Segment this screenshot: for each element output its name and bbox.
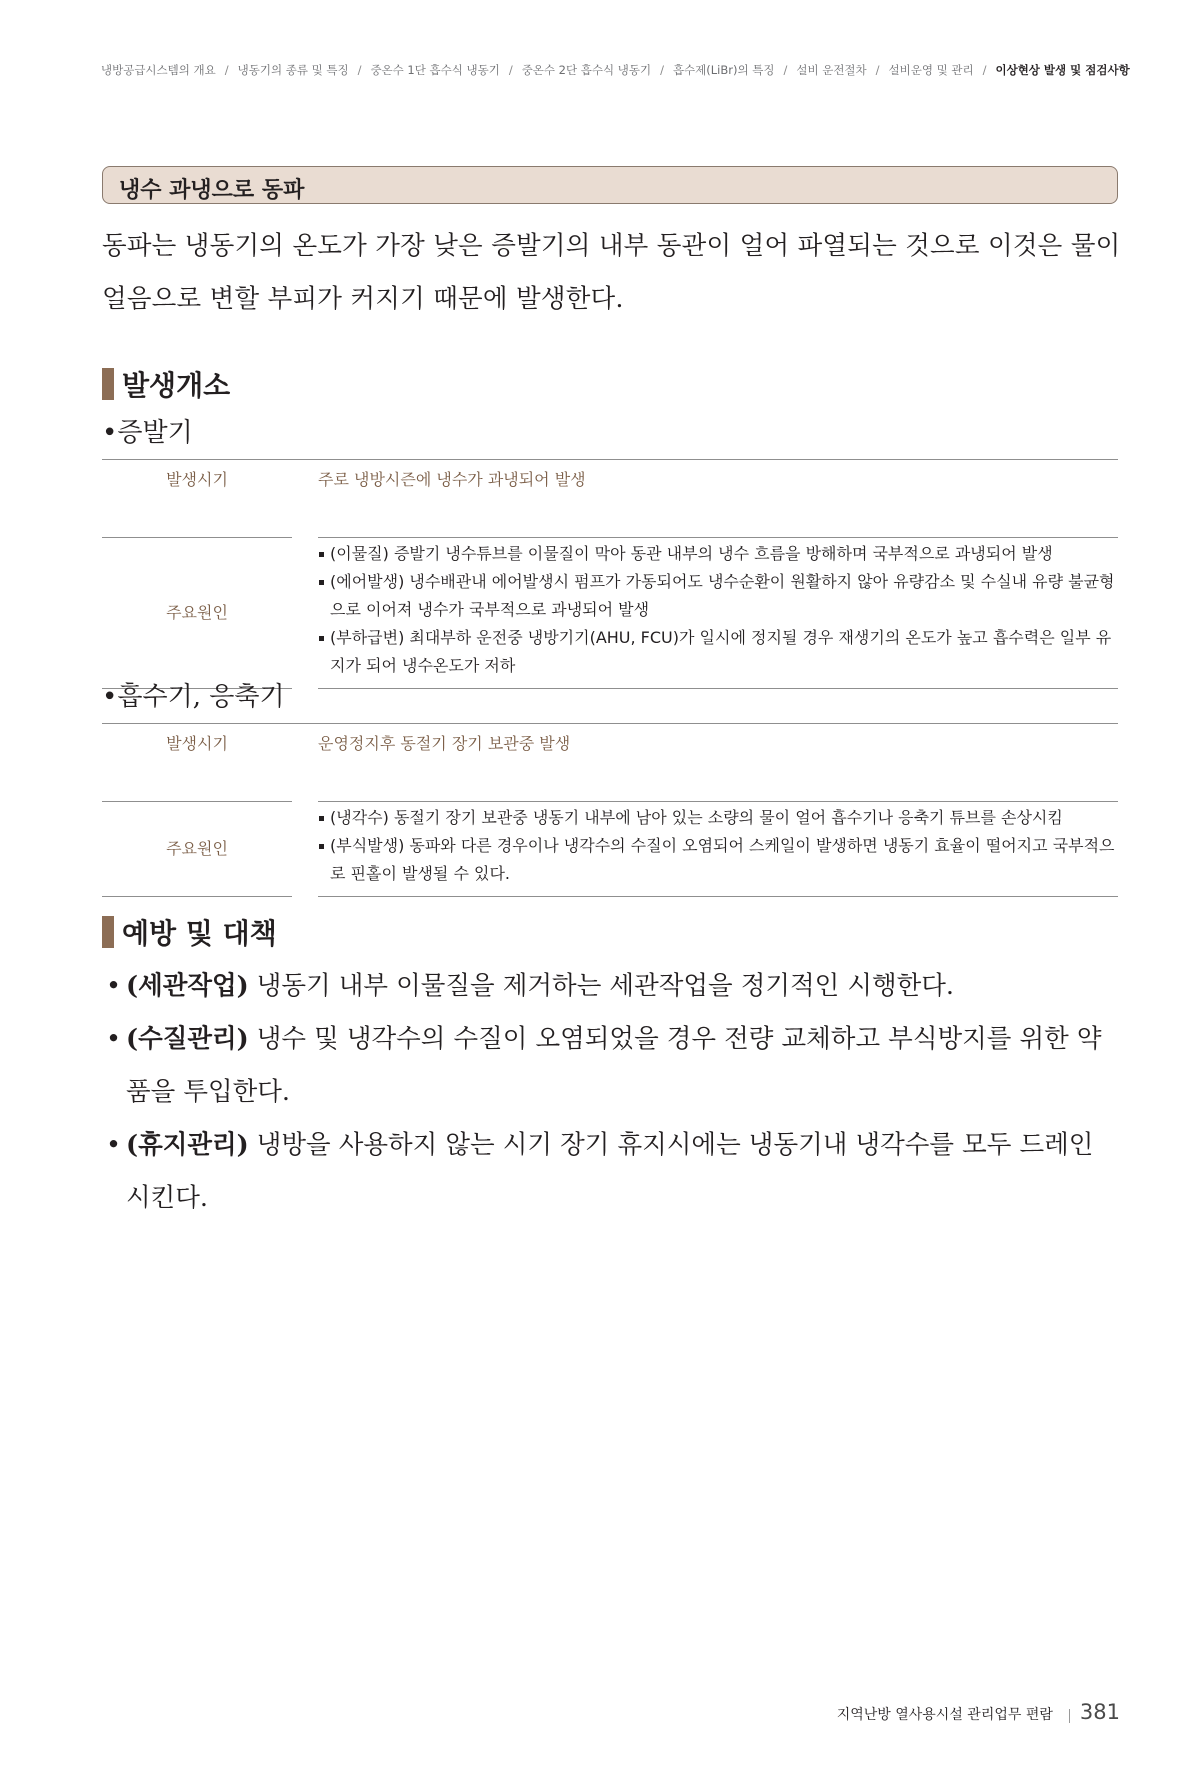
table-rule (318, 801, 1118, 802)
evaporator-table (102, 459, 1118, 690)
table-bottom (102, 888, 1118, 898)
breadcrumb-current: 이상현상 발생 및 점검사항 (995, 63, 1130, 77)
list-item: (이물질) 증발기 냉수튜브를 이물질이 막아 동관 내부의 냉수 흐름을 방해하며 국부적으로 과냉되어 발생 (318, 540, 1118, 568)
item-key: (휴지관리) (126, 1130, 249, 1160)
time-value: 주로 냉방시즌에 냉수가 과냉되어 발생 (318, 470, 586, 489)
time-label: 발생시기 (166, 734, 228, 753)
evaporator-title (102, 412, 193, 449)
list-item (106, 960, 1122, 1013)
occurrence-heading-text: 발생개소 (122, 369, 231, 402)
breadcrumb (101, 62, 1130, 78)
time-value: 운영정지후 동절기 장기 보관중 발생 (318, 734, 571, 753)
prevention-heading (102, 912, 277, 952)
prevention-heading-text: 예방 및 대책 (122, 917, 277, 950)
bullet-dot: • (106, 1130, 122, 1160)
cause-list (318, 804, 1118, 888)
page-footer (837, 1700, 1120, 1724)
time-label: 발생시기 (166, 470, 228, 489)
breadcrumb-item: 흡수제(LiBr)의 특징 (672, 63, 775, 77)
breadcrumb-separator: / (875, 63, 880, 77)
bullet-dot: • (102, 682, 118, 712)
table-rule (318, 688, 1118, 689)
bullet-dot: • (106, 1024, 122, 1054)
table-rule (102, 896, 292, 897)
breadcrumb-item: 중온수 1단 흡수식 냉동기 (370, 63, 500, 77)
table-row (102, 762, 1118, 888)
list-item: (부하급변) 최대부하 운전중 냉방기기(AHU, FCU)가 일시에 정지될 경우 재생기의 온도가 높고 흡수력은 일부 유지가 되어 냉수온도가 저하 (318, 624, 1118, 680)
breadcrumb-item: 냉동기의 종류 및 특징 (237, 63, 349, 77)
breadcrumb-item: 설비 운전절차 (796, 63, 867, 77)
page-number: 381 (1079, 1700, 1120, 1724)
cause-label: 주요원인 (166, 602, 228, 622)
footer-title: 지역난방 열사용시설 관리업무 편람 (836, 1707, 1053, 1723)
item-text: 냉방을 사용하지 않는 시기 장기 휴지시에는 냉동기내 냉각수를 모두 드레인 시킨다. (126, 1130, 1094, 1213)
breadcrumb-separator: / (357, 63, 362, 77)
prevention-list (106, 960, 1122, 1225)
heading-marker (102, 368, 114, 400)
heading-marker (102, 916, 114, 948)
cause-label: 주요원인 (166, 838, 228, 858)
breadcrumb-item: 냉방공급시스템의 개요 (101, 63, 216, 77)
table-rule (102, 459, 1118, 460)
occurrence-heading (102, 364, 230, 404)
breadcrumb-separator: / (508, 63, 513, 77)
table-rule (102, 723, 1118, 724)
breadcrumb-separator: / (224, 63, 229, 77)
breadcrumb-item: 중온수 2단 흡수식 냉동기 (521, 63, 652, 77)
table-row (102, 723, 1118, 762)
bullet-dot: • (106, 971, 122, 1001)
breadcrumb-separator: / (783, 63, 788, 77)
item-text: 냉수 및 냉각수의 수질이 오염되었을 경우 전량 교체하고 부식방지를 위한 약품을 투입한다. (126, 1024, 1102, 1107)
absorber-title-text: 흡수기, 응축기 (117, 682, 285, 712)
item-key: (수질관리) (126, 1024, 249, 1054)
breadcrumb-separator: / (660, 63, 664, 77)
list-item: (부식발생) 동파와 다른 경우이나 냉각수의 수질이 오염되어 스케일이 발생하면 냉동기 효율이 떨어지고 국부적으로 핀홀이 발생될 수 있다. (318, 832, 1118, 888)
breadcrumb-item: 설비운영 및 관리 (888, 63, 974, 77)
list-item: (냉각수) 동절기 장기 보관중 냉동기 내부에 남아 있는 소량의 물이 얼어 흡수기나 응축기 튜브를 손상시킴 (318, 804, 1118, 832)
item-text: 냉동기 내부 이물질을 제거하는 세관작업을 정기적인 시행한다. (248, 971, 954, 1001)
cause-list (318, 540, 1118, 680)
table-row (102, 459, 1118, 498)
list-item: (에어발생) 냉수배관내 에어발생시 펌프가 가동되어도 냉수순환이 원활하지 않아 유량감소 및 수실내 유량 불균형으로 이어져 냉수가 국부적으로 과냉되어 발생 (318, 568, 1118, 624)
table-row (102, 498, 1118, 680)
absorber-title (102, 676, 285, 713)
list-item (106, 1119, 1122, 1225)
evaporator-title-text: 증발기 (117, 418, 193, 448)
footer-divider (1069, 1709, 1070, 1723)
breadcrumb-separator: / (982, 63, 987, 77)
absorber-table (102, 723, 1118, 898)
section-title: 냉수 과냉으로 동파 (119, 178, 305, 203)
table-rule (102, 537, 292, 538)
intro-paragraph: 동파는 냉동기의 온도가 가장 낮은 증발기의 내부 동관이 얼어 파열되는 것으로 이것은 물이 얼음으로 변할 부피가 커지기 때문에 발생한다. (102, 231, 1121, 314)
table-rule (318, 896, 1118, 897)
bullet-dot: • (102, 418, 118, 448)
table-rule (102, 801, 292, 802)
table-rule (318, 537, 1118, 538)
list-item (106, 1013, 1122, 1119)
item-key: (세관작업) (126, 971, 249, 1001)
section-title-bar (102, 166, 1118, 204)
